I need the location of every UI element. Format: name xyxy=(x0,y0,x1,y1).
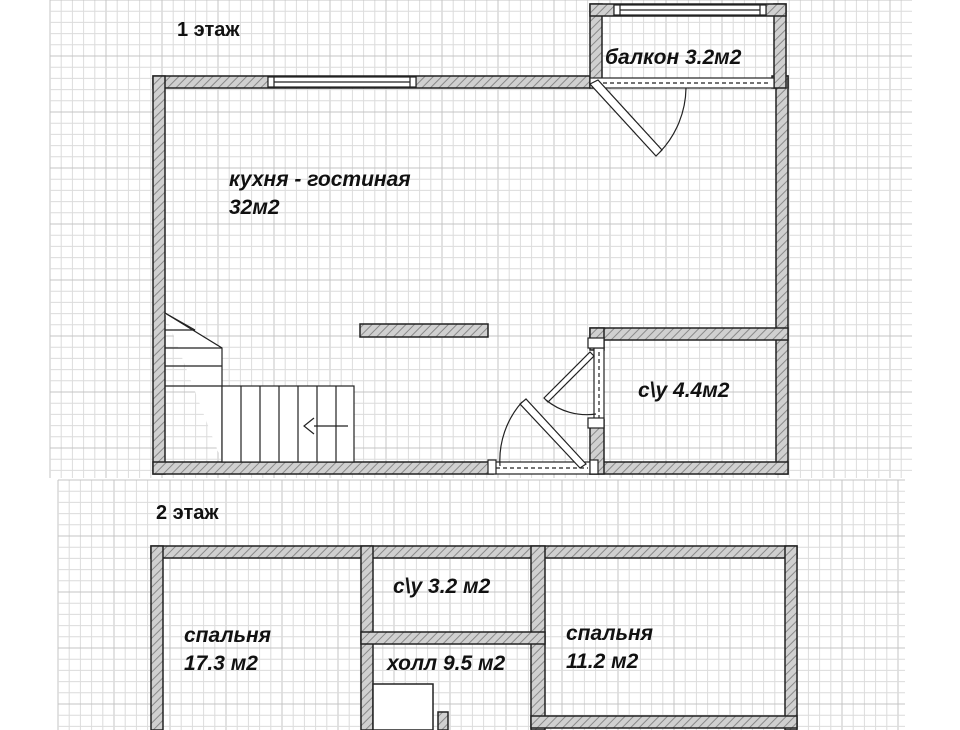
kitchen-living-area: 32м2 xyxy=(229,196,280,219)
bathroom-2-label: с\у 3.2 м2 xyxy=(393,575,491,598)
kitchen-living-name: кухня - гостиная xyxy=(229,168,411,191)
bedroom-left-name: спальня xyxy=(184,624,272,647)
wall-2-hall-stub xyxy=(373,684,433,730)
bedroom-right-label xyxy=(566,620,653,676)
wall-bottom-right xyxy=(590,462,788,474)
wall-2-right xyxy=(785,546,797,730)
wall-bottom-left xyxy=(153,462,493,474)
wall-left xyxy=(153,76,165,474)
bathroom-1-label: с\у 4.4м2 xyxy=(638,379,730,402)
balcony-label: балкон 3.2м2 xyxy=(605,46,742,69)
interior-partition xyxy=(360,324,488,337)
stairs xyxy=(165,313,354,462)
wall-bath-top xyxy=(590,328,788,340)
wall-2-left xyxy=(151,546,163,730)
bedroom-right-name: спальня xyxy=(566,622,654,645)
kitchen-living-label xyxy=(229,166,411,222)
floor-2-label: 2 этаж xyxy=(156,502,219,524)
wall-2-bedroom-bottom xyxy=(531,716,797,728)
wall-2-bath-bottom xyxy=(361,632,545,644)
floor-1-label: 1 этаж xyxy=(177,19,240,41)
wall-2-top xyxy=(151,546,797,558)
hall-label: холл 9.5 м2 xyxy=(387,652,506,675)
bedroom-left-area: 17.3 м2 xyxy=(184,652,258,675)
bedroom-left-label xyxy=(184,622,271,678)
wall-right xyxy=(776,76,788,474)
bedroom-right-area: 11.2 м2 xyxy=(566,650,639,673)
